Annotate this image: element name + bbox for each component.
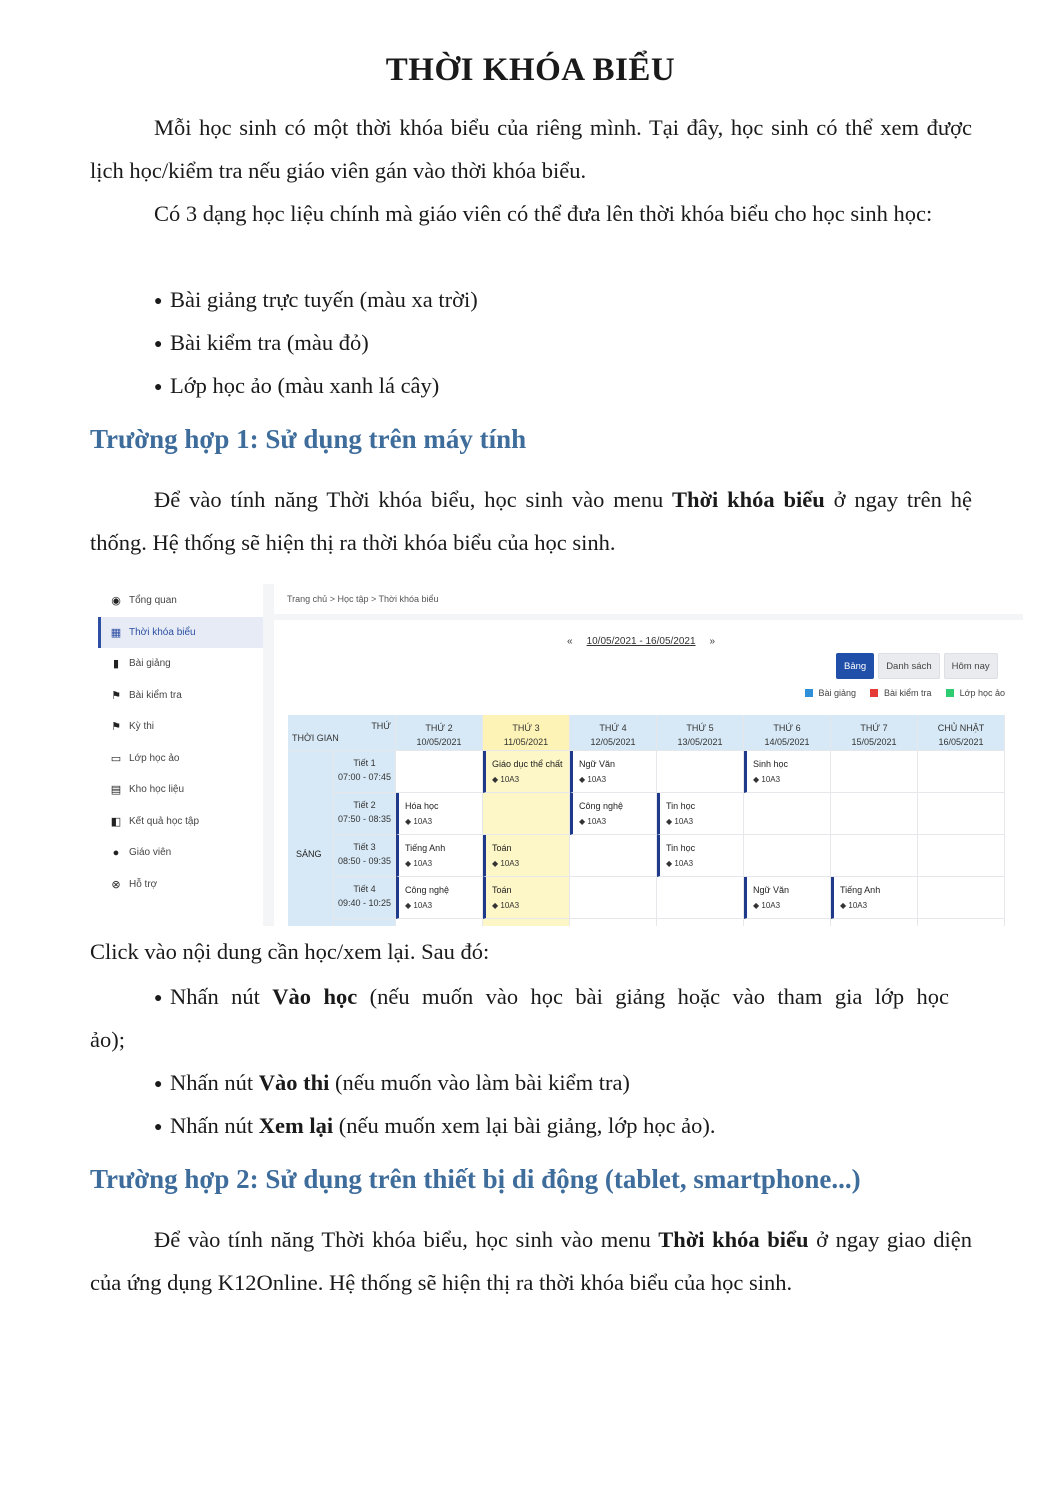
case1-heading: Trường hợp 1: Sử dụng trên máy tính — [90, 424, 527, 454]
event-class-tag — [405, 856, 482, 872]
tag-icon: ◆ — [579, 775, 588, 784]
legend-label: Bài giảng — [818, 688, 857, 698]
today-button[interactable]: Hôm nay — [944, 653, 998, 679]
timetable-slot[interactable] — [918, 793, 1005, 835]
sidebar-item-label: Hỗ trợ — [129, 878, 158, 890]
event-subject: Toán — [492, 843, 512, 853]
event-subject: Tin học — [666, 843, 696, 853]
event-class-label: 10A3 — [500, 901, 520, 910]
tag-icon: ◆ — [840, 901, 849, 910]
sidebar-item[interactable] — [98, 585, 263, 616]
timetable-slot[interactable] — [570, 877, 657, 919]
timetable-slot[interactable] — [657, 919, 744, 926]
tag-icon: ◆ — [492, 901, 501, 910]
day-header — [570, 715, 657, 751]
timetable-slot[interactable] — [918, 835, 1005, 877]
breadcrumb: Trang chủ > Học tập > Thời khóa biểu — [274, 584, 1023, 614]
action-bullet-3: ● Nhấn nút Xem lại (nếu muốn xem lại bài giảng, lớp học ảo). — [154, 1104, 716, 1149]
timetable-event[interactable] — [396, 877, 483, 919]
event-class-label: 10A3 — [413, 859, 433, 868]
sidebar-item[interactable] — [98, 743, 263, 774]
lesson-time: 07:50 - 08:35 — [337, 814, 392, 824]
event-subject: Sinh học — [753, 759, 789, 769]
event-class-label: 10A3 — [413, 817, 433, 826]
week-range-link[interactable]: 10/05/2021 - 16/05/2021 — [586, 636, 696, 647]
timetable-screenshot — [98, 584, 1023, 926]
timetable-event[interactable] — [570, 793, 657, 835]
legend — [805, 688, 1005, 698]
tag-icon: ◆ — [666, 817, 675, 826]
tag-icon: ◆ — [405, 901, 414, 910]
event-class-tag — [753, 898, 830, 914]
event-class-tag — [666, 814, 743, 830]
sidebar-item-label: Kho học liệu — [129, 784, 185, 795]
book-icon: ▮ — [112, 658, 120, 670]
after-shot-paragraph: Click vào nội dung cần học/xem lại. Sau đó: — [90, 939, 490, 964]
timetable-event[interactable] — [483, 835, 570, 877]
timetable-event[interactable] — [744, 751, 831, 793]
tag-icon: ◆ — [753, 775, 762, 784]
sidebar-item[interactable] — [98, 711, 263, 742]
sidebar-item[interactable] — [98, 617, 263, 648]
session-label: SÁNG — [296, 849, 322, 859]
event-subject: Tin học — [666, 801, 696, 811]
timetable-slot[interactable] — [831, 835, 918, 877]
event-subject: Tiếng Anh — [840, 885, 881, 895]
sidebar-item[interactable] — [98, 648, 263, 679]
event-class-label: 10A3 — [413, 901, 433, 910]
timetable-slot[interactable] — [744, 835, 831, 877]
week-navigator — [567, 636, 715, 647]
tag-icon: ◆ — [579, 817, 588, 826]
session-cell — [288, 751, 334, 926]
timetable-event[interactable] — [396, 793, 483, 835]
timetable-slot[interactable] — [657, 751, 744, 793]
legend-swatch — [805, 689, 813, 697]
legend-swatch — [870, 689, 878, 697]
intro-bullet-3: ● Lớp học ảo (màu xanh lá cây) — [154, 364, 439, 409]
timetable-grid — [288, 715, 1008, 926]
sidebar-item-label: Tổng quan — [129, 595, 177, 606]
event-class-tag — [579, 814, 656, 830]
bullet-dot-icon: ● — [154, 991, 163, 1006]
timetable-slot[interactable] — [570, 835, 657, 877]
view-toggle — [836, 653, 998, 679]
event-class-label: 10A3 — [674, 817, 694, 826]
day-date: 14/05/2021 — [764, 737, 810, 747]
day-name: THỨ 3 — [512, 723, 540, 733]
flag-icon: ⚑ — [111, 689, 121, 702]
sidebar — [98, 584, 263, 926]
lesson-cell — [334, 877, 396, 919]
event-class-tag — [492, 856, 569, 872]
support-icon: ⊗ — [111, 878, 121, 891]
case2-paragraph: Để vào tính năng Thời khóa biểu, học sinh vào menu Thời khóa biểu ở ngay giao diện của ứng dụng K12Online. Hệ thống sẽ hiện thị ra thời khóa biểu của học sinh. — [90, 1227, 972, 1295]
legend-label: Bài kiểm tra — [884, 688, 932, 698]
timetable-card — [274, 620, 1023, 926]
prev-week-button[interactable]: « — [567, 636, 573, 647]
timetable-slot[interactable] — [483, 919, 570, 926]
event-class-label: 10A3 — [674, 859, 694, 868]
intro-paragraph-1: Mỗi học sinh có một thời khóa biểu của riêng mình. Tại đây, học sinh có thể xem được lịch học/kiểm tra nếu giáo viên gán vào thời khóa biểu. — [90, 115, 972, 183]
timetable-slot[interactable] — [657, 877, 744, 919]
timetable-event[interactable] — [744, 877, 831, 919]
action-bullet-1-continued: ảo); — [90, 1027, 125, 1052]
legend-label: Lớp học ảo — [959, 688, 1005, 698]
event-class-label: 10A3 — [500, 775, 520, 784]
day-name: THỨ 6 — [773, 723, 801, 733]
day-name: THỨ 7 — [860, 723, 888, 733]
event-subject: Giáo dục thể chất — [492, 759, 563, 769]
timetable-event[interactable] — [570, 751, 657, 793]
day-name: THỨ 2 — [425, 723, 453, 733]
tag-icon: ◆ — [405, 817, 414, 826]
tag-icon: ◆ — [492, 859, 501, 868]
lesson-cell — [334, 793, 396, 835]
bullet-dot-icon: ● — [154, 294, 163, 309]
event-class-label: 10A3 — [587, 775, 607, 784]
event-class-tag — [666, 856, 743, 872]
event-class-label: 10A3 — [500, 859, 520, 868]
lesson-name: Tiết 2 — [353, 800, 376, 810]
timetable-event[interactable] — [483, 877, 570, 919]
case1-paragraph: Để vào tính năng Thời khóa biểu, học sinh vào menu Thời khóa biểu ở ngay trên hệ thống. Hệ thống sẽ hiện thị ra thời khóa biểu của học sinh. — [90, 487, 972, 555]
case2-heading: Trường hợp 2: Sử dụng trên thiết bị di động (tablet, smartphone...) — [90, 1164, 861, 1194]
flag-icon: ⚑ — [111, 721, 121, 733]
event-class-tag — [405, 814, 482, 830]
event-class-label: 10A3 — [587, 817, 607, 826]
event-class-tag — [579, 772, 656, 788]
dashboard-icon: ◉ — [111, 595, 121, 607]
event-class-tag — [492, 898, 569, 914]
page-title: THỜI KHÓA BIỂU — [385, 52, 676, 88]
user-icon: ● — [112, 846, 120, 859]
main-pane — [274, 584, 1023, 926]
lesson-time: 09:40 - 10:25 — [337, 898, 392, 908]
timetable-slot[interactable] — [396, 919, 483, 926]
day-date: 13/05/2021 — [677, 737, 723, 747]
event-subject: Ngữ Văn — [753, 885, 790, 895]
event-class-label: 10A3 — [761, 901, 781, 910]
lesson-name: Tiết 3 — [353, 842, 376, 852]
sidebar-item-label: Giáo viên — [129, 847, 172, 858]
sidebar-item[interactable] — [98, 806, 263, 837]
intro-bullet-1: ● Bài giảng trực tuyến (màu xa trời) — [154, 278, 478, 323]
sidebar-item[interactable] — [98, 680, 263, 711]
legend-item — [946, 688, 1005, 698]
event-class-tag — [405, 898, 482, 914]
tag-icon: ◆ — [492, 775, 501, 784]
legend-swatch — [946, 689, 954, 697]
timetable-event[interactable] — [483, 751, 570, 793]
timetable-slot[interactable] — [918, 751, 1005, 793]
tag-icon: ◆ — [753, 901, 762, 910]
bullet-dot-icon: ● — [154, 380, 163, 395]
day-date: 11/05/2021 — [503, 737, 549, 747]
timetable-slot[interactable] — [396, 751, 483, 793]
bullet-dot-icon: ● — [154, 1120, 163, 1135]
sidebar-item[interactable] — [98, 837, 263, 868]
day-date: 16/05/2021 — [938, 737, 984, 747]
sidebar-item-label: Kỳ thi — [129, 721, 155, 732]
day-header — [396, 715, 483, 751]
timetable-slot[interactable] — [831, 793, 918, 835]
result-icon: ◧ — [110, 815, 122, 828]
timetable-slot[interactable] — [918, 877, 1005, 919]
intro-paragraph-2: Có 3 dạng học liệu chính mà giáo viên có thể đưa lên thời khóa biểu cho học sinh học: — [154, 201, 933, 226]
day-header — [744, 715, 831, 751]
lesson-name: Tiết 1 — [353, 758, 376, 768]
event-class-label: 10A3 — [761, 775, 781, 784]
sidebar-item-label: Lớp học ảo — [129, 752, 180, 764]
event-subject: Toán — [492, 885, 512, 895]
event-class-tag — [753, 772, 830, 788]
sidebar-item[interactable] — [98, 869, 263, 900]
timetable-slot[interactable] — [744, 793, 831, 835]
header-corner — [288, 715, 396, 751]
action-bullet-1: ● Nhấn nút Vào học (nếu muốn vào học bài giảng hoặc vào tham gia lớp học — [154, 975, 949, 1020]
header-day-label: THỨ — [371, 721, 391, 731]
timetable-slot[interactable] — [570, 919, 657, 926]
sidebar-item-label: Bài giảng — [129, 658, 171, 669]
legend-item — [805, 688, 857, 698]
timetable-event[interactable] — [396, 835, 483, 877]
event-subject: Công nghệ — [405, 885, 450, 895]
day-name: THỨ 4 — [599, 723, 627, 733]
day-header — [831, 715, 918, 751]
view-table-button[interactable]: Bảng — [836, 653, 874, 679]
event-subject: Công nghệ — [579, 801, 624, 811]
day-name: CHỦ NHẬT — [937, 723, 985, 733]
lesson-cell — [334, 835, 396, 877]
lesson-name: Tiết 4 — [353, 884, 376, 894]
day-header — [657, 715, 744, 751]
day-date: 15/05/2021 — [851, 737, 897, 747]
calendar-icon: ▦ — [110, 626, 122, 639]
timetable-slot[interactable] — [831, 751, 918, 793]
next-week-button[interactable]: » — [709, 636, 716, 647]
bullet-dot-icon: ● — [154, 337, 163, 352]
event-class-tag — [840, 898, 917, 914]
lesson-cell — [334, 751, 396, 793]
legend-item — [870, 688, 932, 698]
virtual-class-icon: ▭ — [110, 752, 122, 765]
tag-icon: ◆ — [666, 859, 675, 868]
timetable-event[interactable] — [831, 877, 918, 919]
event-class-label: 10A3 — [848, 901, 868, 910]
sidebar-item-label: Bài kiểm tra — [129, 689, 182, 701]
day-header — [483, 715, 570, 751]
timetable-event[interactable] — [657, 793, 744, 835]
event-subject: Tiếng Anh — [405, 843, 446, 853]
header-time-label: THỜI GIAN — [292, 733, 339, 743]
day-header — [918, 715, 1005, 751]
timetable-slot[interactable] — [744, 919, 831, 926]
intro-bullet-2: ● Bài kiểm tra (màu đỏ) — [154, 321, 369, 366]
sidebar-item-label: Kết quả học tập — [129, 815, 200, 827]
day-date: 10/05/2021 — [416, 737, 462, 747]
sidebar-item[interactable] — [98, 774, 263, 805]
lesson-time: 08:50 - 09:35 — [337, 856, 392, 866]
timetable-event[interactable] — [657, 835, 744, 877]
view-list-button[interactable]: Danh sách — [878, 653, 939, 679]
event-class-tag — [492, 772, 569, 788]
timetable-slot[interactable] — [831, 919, 918, 926]
bullet-dot-icon: ● — [154, 1077, 163, 1092]
event-subject: Hóa học — [405, 801, 439, 811]
event-subject: Ngữ Văn — [579, 759, 616, 769]
timetable-slot[interactable] — [483, 793, 570, 835]
action-bullet-2: ● Nhấn nút Vào thi (nếu muốn vào làm bài kiểm tra) — [154, 1061, 630, 1106]
library-icon: ▤ — [110, 784, 122, 796]
lesson-time: 07:00 - 07:45 — [337, 772, 392, 782]
timetable-slot[interactable] — [918, 919, 1005, 926]
tag-icon: ◆ — [405, 859, 414, 868]
sidebar-item-label: Thời khóa biểu — [129, 626, 196, 638]
lesson-cell — [334, 919, 396, 926]
day-name: THỨ 5 — [686, 723, 714, 733]
day-date: 12/05/2021 — [590, 737, 636, 747]
